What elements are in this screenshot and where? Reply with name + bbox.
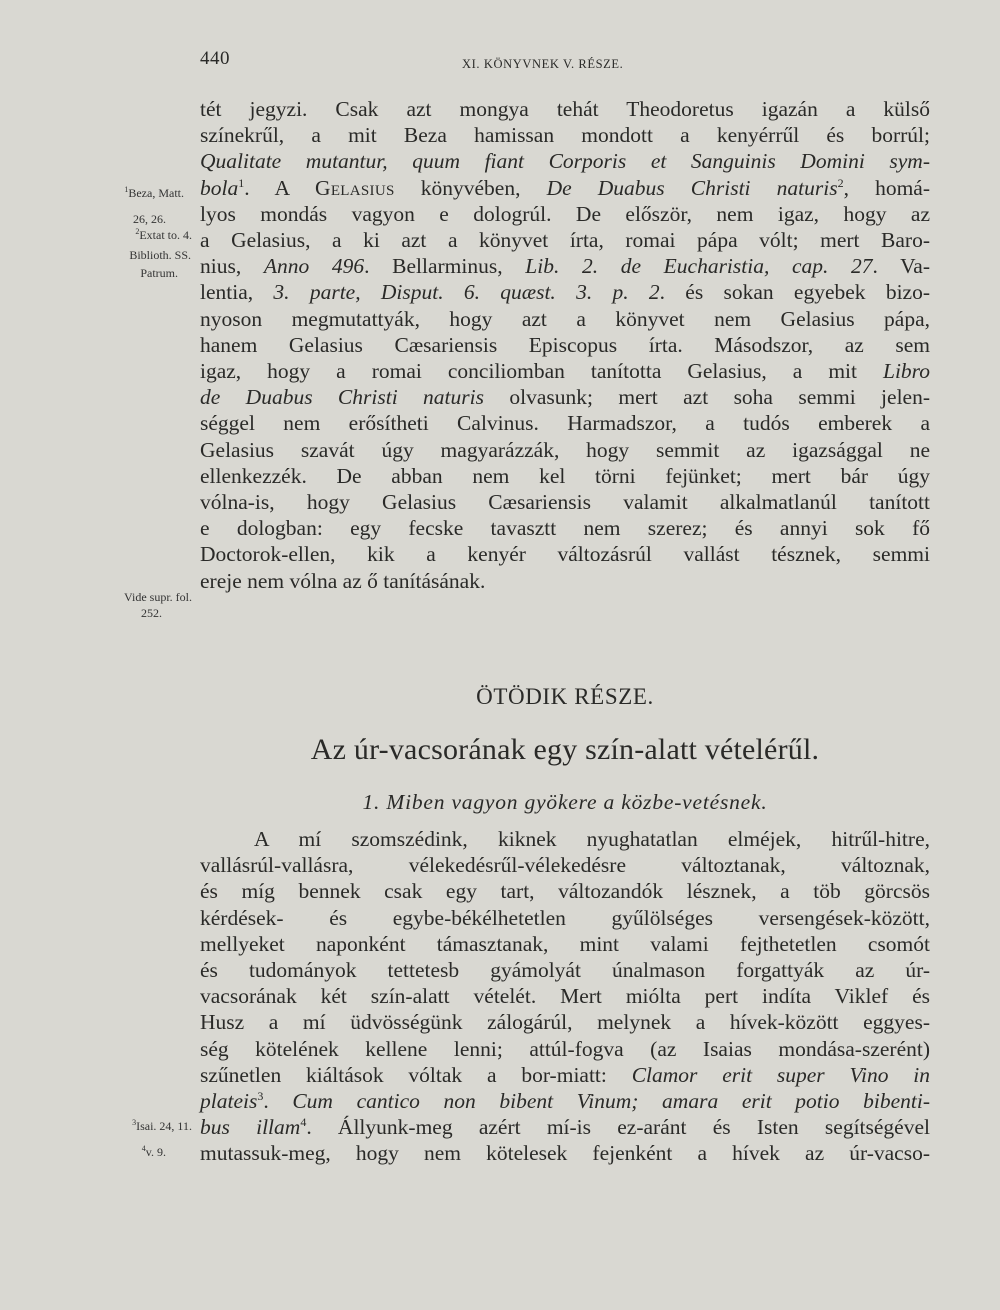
body-paragraph-1 (200, 96, 930, 594)
margin-note-vide-ref: 252. (141, 606, 162, 620)
text-line: hanem Gelasius Cæsariensis Episcopus írta. Másodszor, az sem (200, 332, 930, 357)
text-line: bus illam$^4$. Állyunk-meg azért mí-is ez-aránt és Isten segítségével (200, 1115, 930, 1140)
text-line: mellyeket naponként támasztanak, mint valami fejthetetlen csomót (200, 931, 930, 956)
text-line: Husz a mí üdvösségünk zálogárúl, melynek a hívek-között eggyes- (200, 1010, 930, 1035)
text-line: vallásrúl-vallásra, vélekedésrűl-vélekedésre változtanak, változnak, (200, 853, 930, 878)
text-line: vacsorának két szín-alatt vételét. Mert miólta pert indíta Viklef és (200, 984, 930, 1009)
text-line: ség kötelének kellene lenni; attúl-fogva (az Isaias mondása-szerént) (200, 1036, 930, 1061)
text-line: e dologban: egy fecske tavasztt nem szerez; és annyi sok fő (200, 516, 930, 541)
subsection-title: 1. Miben vagyon gyökere a közbe-vetésnek. (362, 790, 768, 814)
text-line: kérdések- és egybe-békélhetetlen gyűlölséges versengések-között, (200, 905, 930, 930)
text-line: nius, Anno 496. Bellarminus, Lib. 2. de Eucharistia, cap. 27. Va- (200, 254, 930, 279)
text-line: vólna-is, hogy Gelasius Cæsariensis valamit alkalmatlanúl tanított (200, 490, 930, 515)
text-line: de Duabus Christi naturis olvasunk; mert azt soha semmi jelen- (200, 385, 930, 410)
text-line: a Gelasius, a ki azt a könyvet írta, romai pápa vólt; mert Baro- (200, 228, 930, 253)
text-line: A mí szomszédink, kiknek nyughatatlan elméjek, hitrűl-hitre, (254, 827, 930, 851)
text-line: bola$^1$. A Gelasius könyvében, De Duabus Christi naturis$^2$, homá- (200, 175, 930, 200)
running-head: XI. KÖNYVNEK V. RÉSZE. (462, 57, 624, 71)
text-line: színekrűl, a mit Beza hamissan mondott a kenyérrűl és borrúl; (200, 123, 930, 148)
margin-note-beza: $^1$Beza, Matt. (124, 185, 184, 200)
text-line: szűnetlen kiáltások vóltak a bor-miatt: Clamor erit super Vino in (200, 1062, 930, 1087)
text-line: mutassuk-meg, hogy nem kötelesek fejenként a hívek az úr-vacso- (200, 1141, 930, 1166)
margin-note-extat: $^2$Extat to. 4. (135, 227, 192, 242)
page-header (0, 44, 1000, 74)
section-heading: ÖTÖDIK RÉSZE. (476, 684, 654, 709)
margin-note-patrum: Patrum. (140, 266, 178, 280)
page-number: 440 (200, 48, 230, 69)
text-line: lyos mondás vagyon e dologrúl. De először, nem igaz, hogy az (200, 201, 930, 226)
text-line: ellenkezzék. De abban nem kel törni fejünket; mert bár úgy (200, 463, 930, 488)
margin-note-v9: $^4$v. 9. (141, 1144, 166, 1159)
text-line: plateis$^3$. Cum cantico non bibent Vinum; amara erit potio bibenti- (200, 1088, 930, 1114)
section-title: Az úr-vacsorának egy szín-alatt vételérűl. (310, 733, 820, 766)
margin-note-biblioth: Biblioth. SS. (129, 248, 191, 262)
text-line: lentia, 3. parte, Disput. 6. quæst. 3. p. 2. és sokan egyebek bizo- (200, 280, 931, 305)
body-paragraph-2 (200, 826, 930, 1167)
text-line: Qualitate mutantur, quum fiant Corporis et Sanguinis Domini sym- (200, 149, 930, 174)
text-line: Gelasius szavát úgy magyarázzák, hogy semmit az igazsággal ne (200, 437, 930, 462)
margin-note-vide: Vide supr. fol. (124, 590, 192, 604)
text-line: nyoson megmutattyák, hogy azt a könyvet nem Gelasius pápa, (200, 306, 930, 331)
margin-note-isai: $^3$Isai. 24, 11. (132, 1118, 192, 1133)
text-line: Doctorok-ellen, kik a kenyér változásrúl vallást tésznek, semmi (200, 542, 930, 567)
text-line: és tudományok tettetesb gyámolyát únalmason forgattyák az úr- (200, 958, 930, 983)
text-line: tét jegyzi. Csak azt mongya tehát Theodoretus igazán a külső (200, 97, 930, 121)
text-line: séggel nem erősítheti Calvinus. Harmadszor, a tudós emberek a (200, 411, 930, 436)
text-line: igaz, hogy a romai conciliomban tanította Gelasius, a mit Libro (200, 359, 930, 384)
text-line: és míg bennek csak egy tart, változandók lésznek, a töb görcsös (200, 879, 930, 904)
text-line: ereje nem vólna az ő tanításának. (200, 568, 486, 593)
margin-note-beza-ref: 26, 26. (133, 212, 166, 226)
